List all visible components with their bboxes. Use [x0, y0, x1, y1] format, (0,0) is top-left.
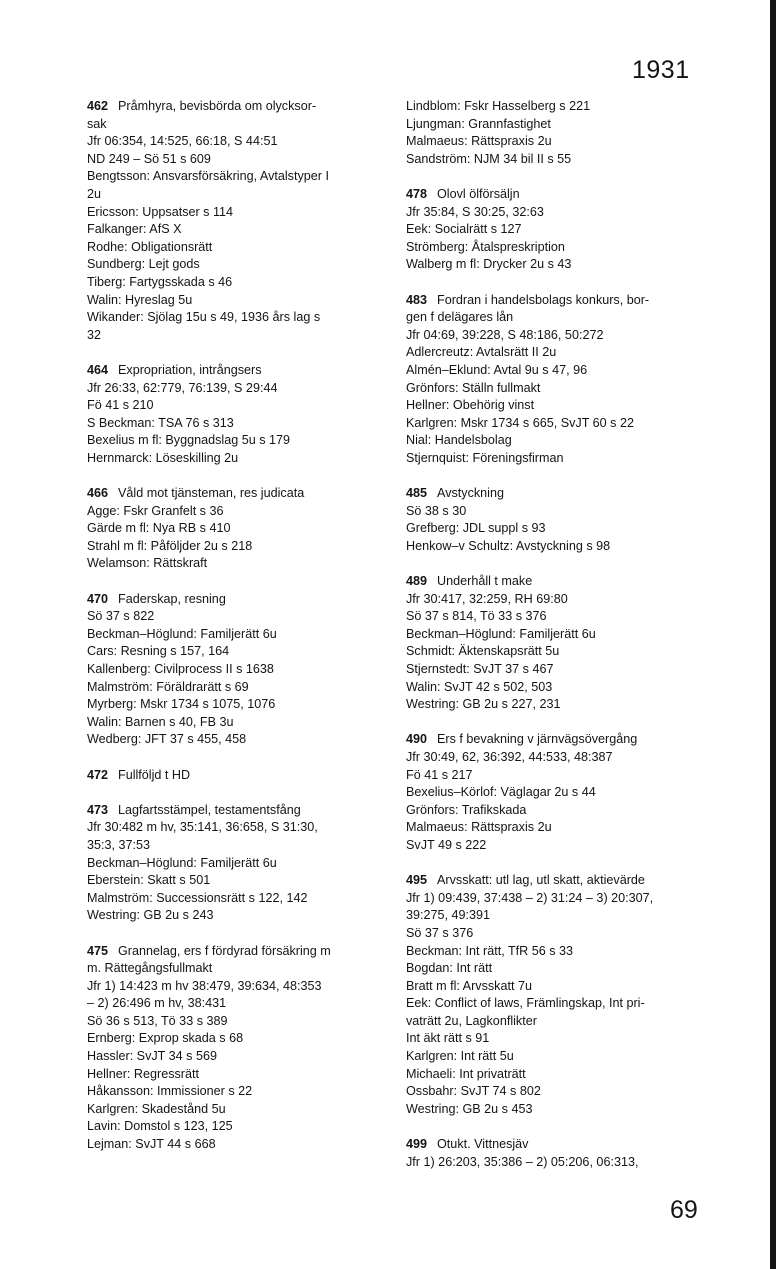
- reference-line: 35:3, 37:53: [87, 837, 151, 852]
- reference-line: Jfr 06:354, 14:525, 66:18, S 44:51: [87, 134, 278, 149]
- reference-line: Fö 41 s 210: [87, 398, 154, 413]
- case-entry: [406, 98, 706, 168]
- case-entry: [406, 186, 706, 274]
- case-number: 483: [406, 292, 428, 307]
- case-number: 473: [87, 802, 109, 817]
- reference-line: Nial: Handelsbolag: [406, 433, 512, 448]
- reference-line: ND 249 – Sö 51 s 609: [87, 151, 211, 166]
- reference-line: Jfr 1) 14:423 m hv 38:479, 39:634, 48:353: [87, 978, 322, 993]
- entry-heading: [87, 98, 387, 116]
- reference-line: Jfr 1) 26:203, 35:386 – 2) 05:206, 06:313,: [406, 1154, 639, 1169]
- reference-line: Grefberg: JDL suppl s 93: [406, 521, 546, 536]
- case-number: 472: [87, 767, 109, 782]
- reference-line: Walin: Hyreslag 5u: [87, 292, 193, 307]
- reference-line: Jfr 26:33, 62:779, 76:139, S 29:44: [87, 380, 278, 395]
- case-number: 470: [87, 591, 109, 606]
- case-title: Faderskap, resning: [118, 591, 226, 606]
- reference-line: Stjernquist: Föreningsfirman: [406, 450, 564, 465]
- reference-line: gen f delägares lån: [406, 310, 514, 325]
- case-title: Våld mot tjänsteman, res judicata: [118, 486, 305, 501]
- case-entry: [87, 767, 387, 785]
- reference-line: Sö 37 s 814, Tö 33 s 376: [406, 609, 547, 624]
- reference-line: Eek: Conflict of laws, Främlingskap, Int pri-: [406, 996, 645, 1011]
- case-title: Otukt. Vittnesjäv: [437, 1137, 529, 1152]
- reference-line: Hellner: Regressrätt: [87, 1066, 199, 1081]
- reference-line: Hernmarck: Löseskilling 2u: [87, 450, 239, 465]
- reference-line: Welamson: Rättskraft: [87, 556, 208, 571]
- reference-line: Adlercreutz: Avtalsrätt II 2u: [406, 345, 557, 360]
- reference-line: Int äkt rätt s 91: [406, 1031, 490, 1046]
- reference-line: Malmström: Föräldrarätt s 69: [87, 679, 249, 694]
- case-number: 478: [406, 186, 428, 201]
- case-entry: [87, 943, 387, 1154]
- reference-line: Jfr 04:69, 39:228, S 48:186, 50:272: [406, 327, 604, 342]
- reference-line: Westring: GB 2u s 243: [87, 908, 214, 923]
- entry-heading: [87, 767, 387, 785]
- reference-line: Beckman: Int rätt, TfR 56 s 33: [406, 943, 574, 958]
- reference-line: Kallenberg: Civilprocess II s 1638: [87, 662, 274, 676]
- entry-heading: [87, 591, 387, 609]
- reference-line: Malmaeus: Rättspraxis 2u: [406, 134, 552, 149]
- reference-line: Sö 38 s 30: [406, 503, 467, 518]
- case-entry: [87, 485, 387, 573]
- reference-line: Sö 37 s 376: [406, 925, 474, 940]
- reference-line: Westring: GB 2u s 227, 231: [406, 697, 561, 712]
- reference-line: Michaeli: Int privaträtt: [406, 1066, 526, 1081]
- reference-line: Lejman: SvJT 44 s 668: [87, 1137, 216, 1152]
- reference-line: Jfr 30:482 m hv, 35:141, 36:658, S 31:30,: [87, 820, 318, 835]
- entry-heading: [406, 731, 706, 749]
- reference-line: Bogdan: Int rätt: [406, 961, 493, 976]
- case-number: 466: [87, 486, 109, 501]
- case-entry: [87, 591, 387, 749]
- page-number: 69: [670, 1196, 698, 1224]
- reference-line: Bexelius–Körlof: Väglagar 2u s 44: [406, 785, 596, 800]
- reference-line: Karlgren: Int rätt 5u: [406, 1049, 514, 1064]
- reference-line: Håkansson: Immissioner s 22: [87, 1084, 253, 1099]
- entry-heading: [406, 1136, 706, 1154]
- left-column: [87, 98, 387, 1171]
- reference-line: Bratt m fl: Arvsskatt 7u: [406, 978, 532, 993]
- reference-line: Wedberg: JFT 37 s 455, 458: [87, 732, 247, 747]
- case-entry: [406, 731, 706, 854]
- reference-line: Sö 36 s 513, Tö 33 s 389: [87, 1013, 228, 1028]
- reference-line: Lavin: Domstol s 123, 125: [87, 1119, 233, 1134]
- reference-line: S Beckman: TSA 76 s 313: [87, 415, 234, 430]
- page-year: 1931: [632, 56, 690, 84]
- reference-line: Ljungman: Grannfastighet: [406, 116, 551, 131]
- reference-line: Ernberg: Exprop skada s 68: [87, 1031, 244, 1046]
- reference-line: Strahl m fl: Påföljder 2u s 218: [87, 538, 253, 553]
- reference-line: Bexelius m fl: Byggnadslag 5u s 179: [87, 433, 291, 448]
- case-title: Olovl ölförsäljn: [437, 186, 520, 201]
- reference-line: 39:275, 49:391: [406, 908, 491, 923]
- reference-line: Henkow–v Schultz: Avstyckning s 98: [406, 538, 611, 553]
- entry-heading: [406, 573, 706, 591]
- reference-line: Jfr 1) 09:439, 37:438 – 2) 31:24 – 3) 20:307,: [406, 890, 654, 905]
- reference-line: Jfr 35:84, S 30:25, 32:63: [406, 204, 544, 219]
- case-number: 464: [87, 362, 109, 377]
- case-title: Lagfartsstämpel, testamentsfång: [118, 802, 301, 817]
- reference-line: Jfr 30:49, 62, 36:392, 44:533, 48:387: [406, 749, 613, 764]
- case-number: 499: [406, 1137, 428, 1152]
- reference-line: Myrberg: Mskr 1734 s 1075, 1076: [87, 697, 276, 712]
- reference-line: Sandström: NJM 34 bil II s 55: [406, 151, 572, 166]
- reference-line: Fö 41 s 217: [406, 767, 473, 782]
- case-entry: [87, 98, 387, 344]
- reference-line: Malmaeus: Rättspraxis 2u: [406, 820, 552, 835]
- entry-heading: [87, 802, 387, 820]
- reference-line: Malmström: Successionsrätt s 122, 142: [87, 890, 308, 905]
- case-title: Fordran i handelsbolags konkurs, bor-: [437, 292, 650, 307]
- reference-line: Walberg m fl: Drycker 2u s 43: [406, 257, 572, 272]
- reference-line: Tiberg: Fartygsskada s 46: [87, 274, 233, 289]
- entry-heading: [406, 872, 706, 890]
- reference-line: Eek: Socialrätt s 127: [406, 222, 522, 237]
- case-title: Fullföljd t HD: [118, 767, 191, 782]
- case-number: 475: [87, 943, 109, 958]
- case-number: 462: [87, 99, 109, 113]
- case-entry: [87, 362, 387, 468]
- reference-line: Grönfors: Ställn fullmakt: [406, 380, 541, 395]
- case-title: Grannelag, ers f fördyrad försäkring m: [118, 943, 331, 958]
- reference-line: Karlgren: Mskr 1734 s 665, SvJT 60 s 22: [406, 415, 634, 430]
- reference-line: – 2) 26:496 m hv, 38:431: [87, 996, 227, 1011]
- reference-line: Walin: SvJT 42 s 502, 503: [406, 679, 553, 694]
- right-column: [406, 98, 706, 1189]
- reference-line: Beckman–Höglund: Familjerätt 6u: [87, 855, 277, 870]
- reference-line: Ericsson: Uppsatser s 114: [87, 204, 234, 219]
- case-title: Expropriation, intrångsers: [118, 362, 262, 377]
- case-entry: [406, 872, 706, 1118]
- reference-line: Beckman–Höglund: Familjerätt 6u: [406, 626, 596, 641]
- case-entry: [87, 802, 387, 925]
- case-number: 485: [406, 486, 428, 501]
- reference-line: Schmidt: Äktenskapsrätt 5u: [406, 644, 560, 659]
- reference-line: Hassler: SvJT 34 s 569: [87, 1049, 217, 1064]
- reference-line: Hellner: Obehörig vinst: [406, 398, 535, 413]
- page-edge: [770, 0, 776, 1269]
- reference-line: Jfr 30:417, 32:259, RH 69:80: [406, 591, 568, 606]
- entry-heading: [406, 292, 706, 310]
- reference-line: 32: [87, 327, 102, 342]
- reference-line: Bengtsson: Ansvarsförsäkring, Avtalstyper I: [87, 169, 329, 184]
- case-number: 490: [406, 732, 428, 747]
- case-title: Avstyckning: [437, 486, 504, 501]
- case-title: Ers f bevakning v järnvägsövergång: [437, 732, 638, 747]
- case-number: 489: [406, 574, 428, 589]
- reference-line: Sö 37 s 822: [87, 609, 155, 624]
- case-entry: [406, 573, 706, 714]
- reference-line: Stjernstedt: SvJT 37 s 467: [406, 662, 554, 676]
- reference-line: Cars: Resning s 157, 164: [87, 644, 230, 659]
- reference-line: Almén–Eklund: Avtal 9u s 47, 96: [406, 362, 588, 377]
- case-entry: [406, 485, 706, 555]
- case-title: Pråmhyra, bevisbörda om olycksor-: [118, 99, 317, 113]
- entry-heading: [87, 362, 387, 380]
- reference-line: Grönfors: Trafikskada: [406, 802, 527, 817]
- case-entry: [406, 292, 706, 468]
- reference-line: m. Rättegångsfullmakt: [87, 961, 213, 976]
- reference-line: Sundberg: Lejt gods: [87, 257, 200, 272]
- entry-heading: [406, 485, 706, 503]
- case-title: Arvsskatt: utl lag, utl skatt, aktievärde: [437, 873, 645, 888]
- reference-line: Lindblom: Fskr Hasselberg s 221: [406, 99, 591, 113]
- reference-line: Walin: Barnen s 40, FB 3u: [87, 714, 234, 729]
- reference-line: vaträtt 2u, Lagkonflikter: [406, 1013, 537, 1028]
- entry-heading: [87, 485, 387, 503]
- case-number: 495: [406, 873, 428, 888]
- reference-line: Agge: Fskr Granfelt s 36: [87, 503, 224, 518]
- reference-line: Beckman–Höglund: Familjerätt 6u: [87, 626, 277, 641]
- reference-line: Ossbahr: SvJT 74 s 802: [406, 1084, 541, 1099]
- reference-line: Rodhe: Obligationsrätt: [87, 239, 213, 254]
- reference-line: Westring: GB 2u s 453: [406, 1101, 533, 1116]
- entry-heading: [406, 186, 706, 204]
- reference-line: Gärde m fl: Nya RB s 410: [87, 521, 231, 536]
- case-entry: [406, 1136, 706, 1171]
- entry-heading: [87, 943, 387, 961]
- reference-line: 2u: [87, 186, 102, 201]
- reference-line: SvJT 49 s 222: [406, 837, 487, 852]
- reference-line: Strömberg: Åtalspreskription: [406, 239, 565, 254]
- reference-line: Eberstein: Skatt s 501: [87, 873, 211, 888]
- case-title: Underhåll t make: [437, 574, 533, 589]
- reference-line: Karlgren: Skadestånd 5u: [87, 1101, 226, 1116]
- reference-line: Wikander: Sjölag 15u s 49, 1936 års lag s: [87, 310, 321, 325]
- reference-line: sak: [87, 116, 107, 131]
- reference-line: Falkanger: AfS X: [87, 222, 182, 237]
